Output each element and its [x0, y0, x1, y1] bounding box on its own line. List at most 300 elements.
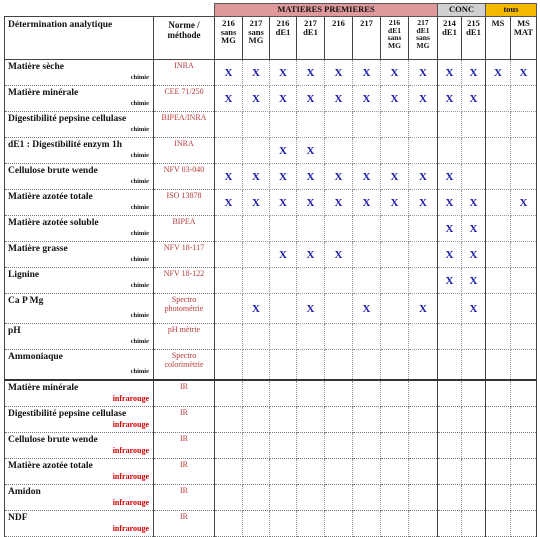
analysis-name-cell [5, 164, 154, 190]
analysis-name-cell [5, 86, 154, 112]
empty-cell [511, 407, 537, 433]
column-header [243, 17, 270, 60]
mark-x-cell: X [270, 164, 297, 190]
empty-cell [409, 138, 438, 164]
empty-cell [409, 268, 438, 294]
empty-cell [462, 459, 486, 485]
analysis-name: NDF [8, 513, 28, 523]
empty-cell [297, 459, 325, 485]
empty-cell [486, 190, 511, 216]
empty-cell [215, 324, 243, 350]
column-header [353, 17, 381, 60]
empty-cell [462, 350, 486, 381]
mark-x-cell: X [270, 138, 297, 164]
header-norme-line1: Norme / [168, 20, 200, 30]
mark-x-cell: X [511, 190, 537, 216]
empty-cell [511, 268, 537, 294]
norme-cell: pH mètrie [154, 324, 215, 350]
norme-cell: Spectro colorimètrie [154, 350, 215, 381]
norme-cell: NFV 18-122 [154, 268, 215, 294]
analysis-row [5, 86, 537, 112]
mark-x-cell: X [462, 60, 486, 86]
empty-cell [381, 433, 409, 459]
empty-cell [353, 324, 381, 350]
empty-cell [297, 407, 325, 433]
mark-x-cell: X [243, 60, 270, 86]
empty-cell [511, 216, 537, 242]
empty-cell [381, 138, 409, 164]
mark-x-cell: X [438, 164, 462, 190]
mark-x-cell: X [462, 216, 486, 242]
empty-cell [381, 324, 409, 350]
empty-cell [270, 324, 297, 350]
analysis-row [5, 60, 537, 86]
column-header [297, 17, 325, 60]
column-header-l2: dE1 [388, 25, 401, 35]
mark-x-cell: X [511, 60, 537, 86]
empty-cell [462, 112, 486, 138]
analysis-row [5, 350, 537, 381]
mark-x-cell: X [438, 86, 462, 112]
mark-x-cell: X [438, 60, 462, 86]
analysis-name: Amidon [8, 487, 41, 497]
analysis-name-cell [5, 485, 154, 511]
empty-cell [381, 511, 409, 537]
column-header-l2: dE1 [466, 26, 481, 37]
analysis-method-tag: chimie [130, 204, 149, 211]
analysis-name-cell [5, 324, 154, 350]
empty-cell [215, 242, 243, 268]
empty-cell [511, 164, 537, 190]
empty-cell [215, 433, 243, 459]
empty-cell [243, 407, 270, 433]
mark-x-cell: X [297, 164, 325, 190]
empty-cell [462, 324, 486, 350]
empty-cell [243, 242, 270, 268]
mark-x-cell: X [462, 86, 486, 112]
analysis-name-cell [5, 294, 154, 324]
column-header-l3: sans MG [416, 33, 430, 50]
empty-cell [409, 112, 438, 138]
analysis-method-tag: infrarouge [112, 394, 149, 403]
empty-cell [270, 216, 297, 242]
column-header-l1: 217 [417, 18, 429, 27]
empty-cell [511, 138, 537, 164]
empty-cell [243, 433, 270, 459]
empty-cell [325, 216, 353, 242]
empty-cell [353, 407, 381, 433]
analysis-row [5, 294, 537, 324]
mark-x-cell: X [353, 60, 381, 86]
empty-cell [353, 216, 381, 242]
group-conc: CONC [438, 4, 486, 17]
analysis-method-tag: chimie [130, 256, 149, 263]
empty-cell [462, 433, 486, 459]
empty-cell [381, 268, 409, 294]
column-header [215, 17, 243, 60]
empty-cell [486, 324, 511, 350]
empty-cell [438, 459, 462, 485]
empty-cell [381, 350, 409, 381]
empty-cell [243, 138, 270, 164]
analysis-name-cell [5, 138, 154, 164]
mark-x-cell: X [409, 294, 438, 324]
empty-cell [438, 324, 462, 350]
analysis-row [5, 459, 537, 485]
mark-x-cell: X [325, 164, 353, 190]
analysis-row [5, 380, 537, 407]
norme-cell: INRA [154, 60, 215, 86]
mark-x-cell: X [462, 294, 486, 324]
empty-cell [215, 485, 243, 511]
mark-x-cell: X [438, 268, 462, 294]
column-header-l1: 216 [222, 18, 235, 28]
empty-cell [381, 407, 409, 433]
empty-cell [353, 459, 381, 485]
mark-x-cell: X [215, 190, 243, 216]
empty-cell [325, 324, 353, 350]
empty-cell [243, 216, 270, 242]
mark-x-cell: X [325, 190, 353, 216]
analysis-name-cell [5, 350, 154, 381]
mark-x-cell: X [381, 164, 409, 190]
empty-cell [486, 112, 511, 138]
analysis-name: Ammoniaque [8, 352, 63, 362]
empty-cell [297, 216, 325, 242]
empty-cell [325, 485, 353, 511]
empty-cell [325, 138, 353, 164]
empty-cell [486, 459, 511, 485]
empty-cell [409, 485, 438, 511]
empty-cell [409, 459, 438, 485]
analysis-name: Matière sèche [8, 62, 65, 72]
norme-cell: NFV 03-040 [154, 164, 215, 190]
empty-cell [486, 164, 511, 190]
empty-cell [325, 511, 353, 537]
analysis-name: Matière minérale [8, 88, 79, 98]
column-header-l3: sans MG [387, 33, 402, 50]
empty-cell [511, 324, 537, 350]
mark-x-cell: X [297, 242, 325, 268]
empty-cell [270, 112, 297, 138]
column-header-l2: sans [220, 26, 237, 37]
analysis-method-tag: chimie [130, 312, 149, 319]
empty-cell [381, 459, 409, 485]
analysis-name-cell [5, 112, 154, 138]
empty-cell [511, 242, 537, 268]
analysis-method-tag: chimie [130, 178, 149, 185]
analysis-name: dE1 : Digestibilité enzym 1h [8, 140, 122, 150]
empty-cell [325, 350, 353, 381]
empty-cell [215, 350, 243, 381]
analysis-row [5, 216, 537, 242]
group-tous: tous [486, 4, 537, 17]
mark-x-cell: X [270, 86, 297, 112]
empty-cell [243, 485, 270, 511]
header-norme-line2: méthode [167, 30, 201, 40]
column-header [409, 17, 438, 60]
column-header-l1: 217 [360, 18, 373, 28]
column-header [486, 17, 511, 60]
mark-x-cell: X [270, 190, 297, 216]
mark-x-cell: X [462, 190, 486, 216]
empty-cell [353, 350, 381, 381]
mark-x-cell: X [215, 60, 243, 86]
mark-x-cell: X [297, 60, 325, 86]
empty-cell [243, 350, 270, 381]
analysis-method-tag: infrarouge [112, 472, 149, 481]
analysis-name-cell [5, 407, 154, 433]
empty-cell [438, 433, 462, 459]
analysis-name-cell [5, 242, 154, 268]
empty-cell [462, 485, 486, 511]
analysis-row [5, 324, 537, 350]
empty-cell [297, 324, 325, 350]
column-header-l1: MS [517, 18, 530, 28]
norme-cell: IR [154, 459, 215, 485]
analysis-name: Ca P Mg [8, 296, 44, 306]
empty-cell [486, 350, 511, 381]
analysis-name: Matière azotée soluble [8, 218, 99, 228]
mark-x-cell: X [243, 86, 270, 112]
empty-cell [511, 350, 537, 381]
empty-cell [486, 242, 511, 268]
mark-x-cell: X [325, 242, 353, 268]
norme-cell: ISO 13878 [154, 190, 215, 216]
empty-cell [409, 216, 438, 242]
analysis-name: Matière azotée totale [8, 192, 93, 202]
empty-cell [243, 268, 270, 294]
empty-cell [511, 86, 537, 112]
empty-cell [270, 459, 297, 485]
mark-x-cell: X [409, 60, 438, 86]
analysis-name-cell [5, 380, 154, 407]
empty-cell [270, 350, 297, 381]
column-header-l1: 217 [249, 18, 263, 28]
norme-cell: BIPEA [154, 216, 215, 242]
empty-cell [486, 216, 511, 242]
column-header-l1: MS [491, 18, 505, 28]
mark-x-cell: X [325, 86, 353, 112]
empty-cell [486, 380, 511, 407]
mark-x-cell: X [486, 60, 511, 86]
analysis-name: Cellulose brute wende [8, 435, 98, 445]
column-header-l2: dE1 [416, 25, 430, 35]
empty-cell [511, 459, 537, 485]
empty-cell [270, 485, 297, 511]
mark-x-cell: X [409, 86, 438, 112]
analysis-method-tag: chimie [130, 282, 149, 289]
column-header-l2: MAT [513, 26, 534, 37]
empty-cell [462, 380, 486, 407]
mark-x-cell: X [353, 164, 381, 190]
analysis-name: Digestibilité pepsine cellulase [8, 114, 127, 124]
empty-cell [409, 324, 438, 350]
empty-cell [486, 268, 511, 294]
norme-cell: IR [154, 407, 215, 433]
empty-cell [325, 112, 353, 138]
empty-cell [270, 407, 297, 433]
empty-cell [270, 380, 297, 407]
empty-cell [353, 138, 381, 164]
analysis-row [5, 242, 537, 268]
empty-cell [486, 138, 511, 164]
analysis-name-cell [5, 459, 154, 485]
norme-cell: NFV 18-117 [154, 242, 215, 268]
empty-cell [243, 380, 270, 407]
empty-cell [215, 268, 243, 294]
group-matieres-premieres: MATIERES PREMIERES [215, 4, 438, 17]
analysis-method-tag: chimie [130, 126, 149, 133]
empty-cell [270, 294, 297, 324]
analysis-name: pH [8, 326, 21, 336]
empty-cell [486, 86, 511, 112]
empty-cell [297, 268, 325, 294]
analysis-table [4, 3, 537, 537]
empty-cell [511, 511, 537, 537]
empty-cell [215, 294, 243, 324]
empty-cell [438, 112, 462, 138]
mark-x-cell: X [381, 190, 409, 216]
column-header-l2: dE1 [303, 26, 318, 37]
norme-cell: IR [154, 433, 215, 459]
empty-cell [243, 112, 270, 138]
column-header-l1: 217 [304, 18, 317, 28]
empty-cell [243, 324, 270, 350]
mark-x-cell: X [297, 86, 325, 112]
empty-cell [486, 407, 511, 433]
empty-cell [409, 511, 438, 537]
column-header-l1: 216 [332, 18, 345, 28]
empty-cell [462, 511, 486, 537]
empty-cell [243, 459, 270, 485]
empty-cell [409, 433, 438, 459]
empty-cell [486, 433, 511, 459]
column-header [325, 17, 353, 60]
analysis-method-tag: chimie [130, 338, 149, 345]
empty-cell [409, 407, 438, 433]
analysis-name: Lignine [8, 270, 40, 280]
empty-cell [215, 216, 243, 242]
empty-cell [325, 459, 353, 485]
mark-x-cell: X [409, 190, 438, 216]
empty-cell [409, 380, 438, 407]
empty-cell [486, 294, 511, 324]
analysis-name-cell [5, 511, 154, 537]
mark-x-cell: X [215, 164, 243, 190]
empty-cell [511, 433, 537, 459]
empty-cell [297, 380, 325, 407]
column-header [511, 17, 537, 60]
analysis-name: Matière minérale [8, 383, 79, 393]
empty-cell [215, 380, 243, 407]
mark-x-cell: X [462, 268, 486, 294]
mark-x-cell: X [215, 86, 243, 112]
column-header [381, 17, 409, 60]
analysis-name-cell [5, 190, 154, 216]
empty-cell [215, 511, 243, 537]
empty-cell [381, 485, 409, 511]
empty-cell [511, 485, 537, 511]
empty-cell [297, 511, 325, 537]
mark-x-cell: X [325, 60, 353, 86]
empty-cell [325, 380, 353, 407]
column-header-l1: 216 [388, 18, 401, 27]
empty-cell [297, 350, 325, 381]
empty-cell [353, 433, 381, 459]
analysis-method-tag: chimie [130, 74, 149, 81]
mark-x-cell: X [243, 164, 270, 190]
mark-x-cell: X [438, 242, 462, 268]
empty-cell [353, 242, 381, 268]
mark-x-cell: X [353, 190, 381, 216]
analysis-row [5, 112, 537, 138]
empty-cell [270, 511, 297, 537]
empty-cell [353, 380, 381, 407]
mark-x-cell: X [297, 138, 325, 164]
empty-cell [438, 138, 462, 164]
column-header-l2: sans [248, 26, 264, 37]
analysis-method-tag: infrarouge [112, 498, 149, 507]
empty-cell [462, 138, 486, 164]
mark-x-cell: X [438, 190, 462, 216]
empty-cell [409, 350, 438, 381]
mark-x-cell: X [297, 294, 325, 324]
empty-cell [270, 433, 297, 459]
analysis-method-tag: chimie [130, 152, 149, 159]
column-header-l3: MG [248, 35, 264, 45]
empty-cell [215, 459, 243, 485]
column-header [438, 17, 462, 60]
norme-cell: IR [154, 485, 215, 511]
analysis-name-cell [5, 268, 154, 294]
mark-x-cell: X [243, 190, 270, 216]
empty-cell [409, 242, 438, 268]
mark-x-cell: X [243, 294, 270, 324]
analysis-name: Digestibilité pepsine cellulase [8, 409, 127, 419]
empty-cell [438, 294, 462, 324]
column-header-l3: MG [221, 35, 236, 45]
column-header-l2: dE1 [442, 26, 457, 37]
column-header-l1: 215 [467, 18, 480, 28]
empty-cell [381, 380, 409, 407]
norme-cell: IR [154, 511, 215, 537]
mark-x-cell: X [270, 242, 297, 268]
analysis-row [5, 511, 537, 537]
empty-cell [297, 485, 325, 511]
empty-cell [353, 511, 381, 537]
mark-x-cell: X [381, 60, 409, 86]
empty-cell [462, 407, 486, 433]
column-header-l2: dE1 [275, 26, 291, 37]
analysis-method-tag: chimie [130, 100, 149, 107]
analysis-name: Matière azotée totale [8, 461, 93, 471]
analysis-row [5, 485, 537, 511]
analysis-method-tag: infrarouge [112, 524, 149, 533]
mark-x-cell: X [438, 216, 462, 242]
empty-cell [325, 294, 353, 324]
empty-cell [511, 112, 537, 138]
analysis-name: Matière grasse [8, 244, 68, 254]
analysis-name: Cellulose brute wende [8, 166, 98, 176]
mark-x-cell: X [353, 86, 381, 112]
norme-cell: BIPEA/INRA [154, 112, 215, 138]
empty-cell [462, 164, 486, 190]
empty-cell [270, 268, 297, 294]
analysis-method-tag: infrarouge [112, 420, 149, 429]
analysis-name-cell [5, 216, 154, 242]
norme-cell: INRA [154, 138, 215, 164]
